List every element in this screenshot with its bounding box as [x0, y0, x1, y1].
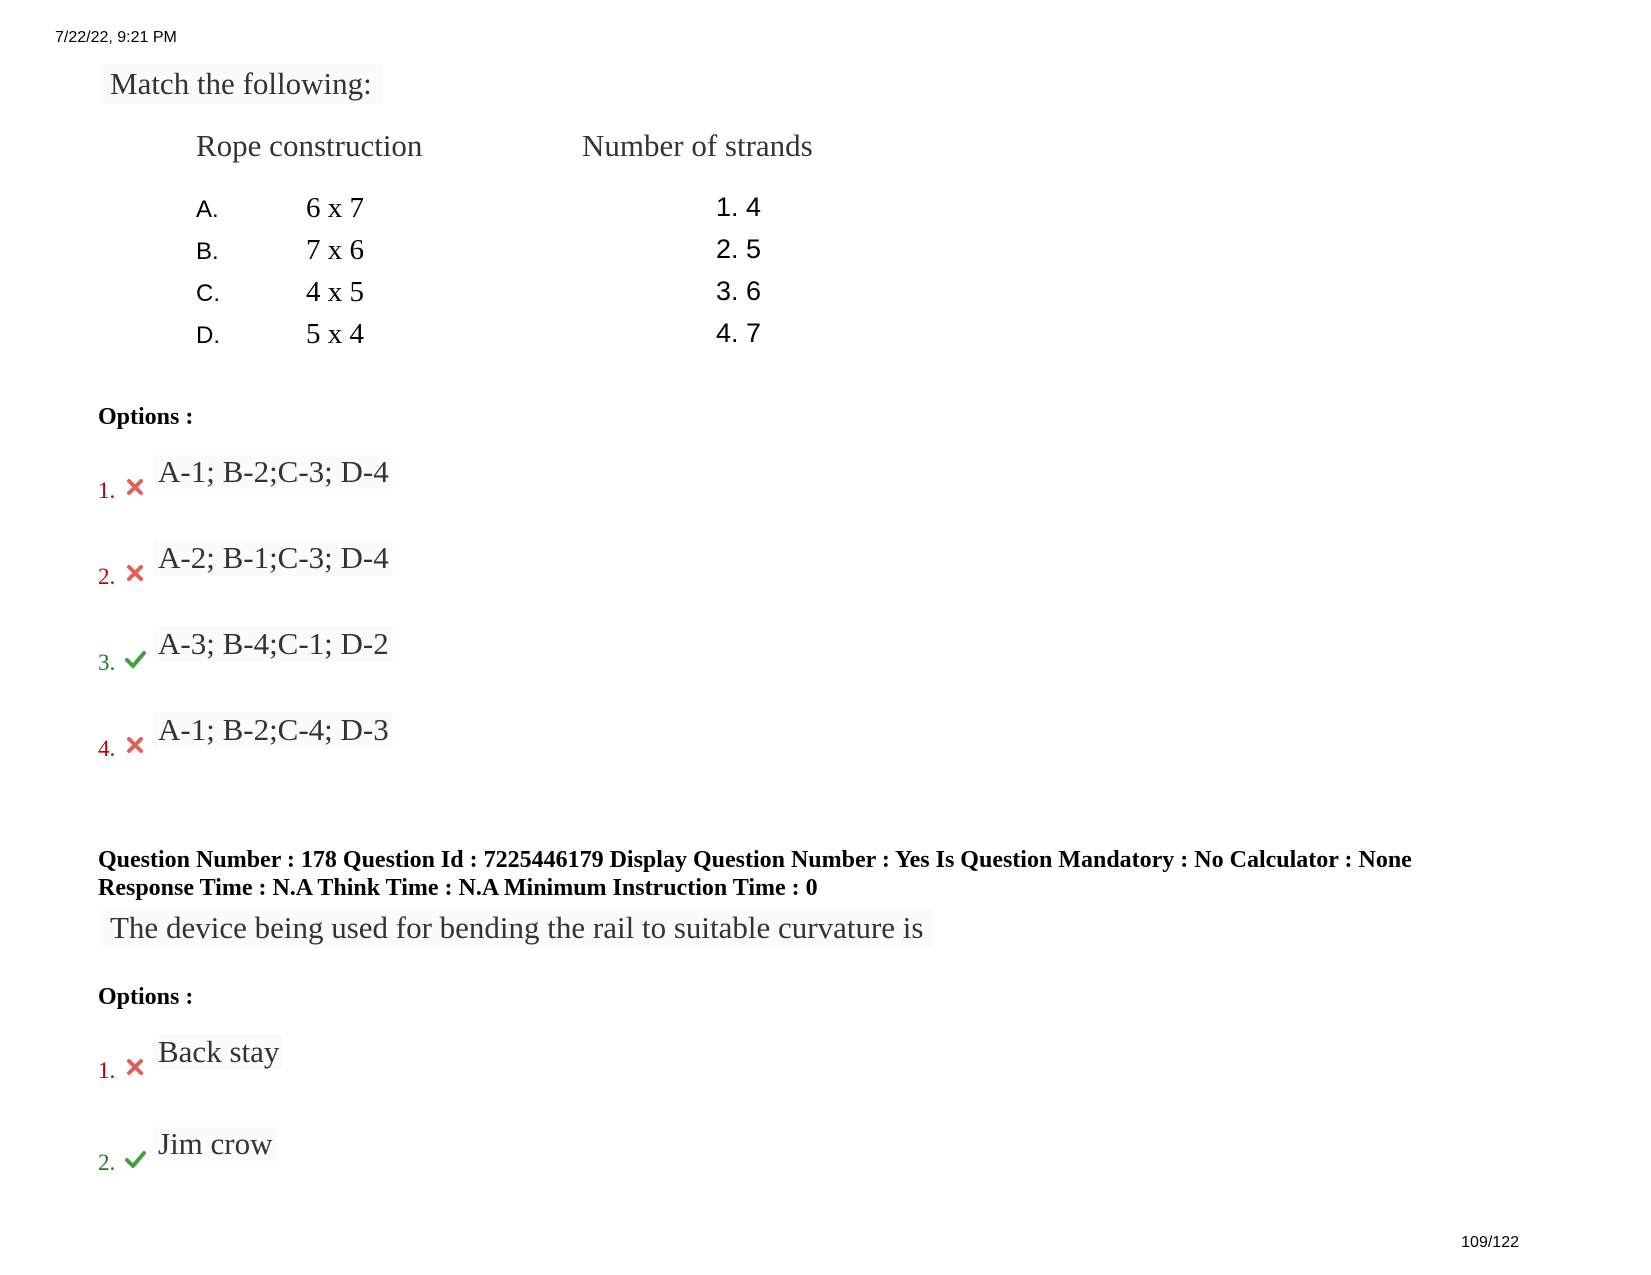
table-row: [196, 318, 856, 358]
option-item: [98, 530, 598, 590]
option-number: 1.: [98, 478, 116, 503]
row-letter: D.: [196, 322, 220, 349]
rope-construction: 5 x 4: [306, 318, 364, 350]
table-row: [196, 234, 856, 274]
option-number: 4.: [98, 736, 116, 761]
option-number: 2.: [98, 1150, 116, 1175]
option-text: Back stay: [154, 1034, 283, 1070]
table-row: [196, 192, 856, 232]
match-table: [196, 128, 856, 378]
option-item: [98, 1116, 598, 1176]
question-meta-line: Question Number : 178 Question Id : 7225446179 Display Question Number : Yes Is Question Mandatory : No Calculator : None: [98, 847, 1412, 873]
cross-icon: [124, 734, 146, 756]
cross-icon: [124, 476, 146, 498]
rope-construction: 4 x 5: [306, 276, 364, 308]
column-header-number-of-strands: Number of strands: [582, 128, 813, 163]
strand-count: 1. 4: [716, 192, 762, 222]
option-item: [98, 702, 598, 762]
check-icon: [124, 1148, 146, 1170]
cross-icon: [124, 562, 146, 584]
question-meta: [98, 846, 1558, 902]
option-text: A-2; B-1;C-3; D-4: [154, 540, 393, 576]
options-label: Options :: [98, 404, 194, 430]
option-item: [98, 616, 598, 676]
strand-count: 2. 5: [716, 234, 762, 264]
option-item: [98, 444, 598, 504]
rope-construction: 7 x 6: [306, 234, 364, 266]
strand-count: 4. 7: [716, 318, 762, 348]
row-letter: C.: [196, 280, 220, 307]
option-number: 3.: [98, 650, 116, 675]
question-text: Match the following:: [100, 64, 382, 104]
row-letter: A.: [196, 196, 219, 223]
option-item: [98, 1024, 598, 1084]
option-text: A-1; B-2;C-3; D-4: [154, 454, 393, 490]
column-header-rope-construction: Rope construction: [196, 128, 423, 163]
question-text: The device being used for bending the rail to suitable curvature is: [100, 908, 933, 948]
rope-construction: 6 x 7: [306, 192, 364, 224]
question-meta-line: Response Time : N.A Think Time : N.A Minimum Instruction Time : 0: [98, 875, 818, 901]
option-number: 2.: [98, 564, 116, 589]
strand-count: 3. 6: [716, 276, 762, 306]
option-text: Jim crow: [154, 1126, 277, 1162]
check-icon: [124, 648, 146, 670]
option-number: 1.: [98, 1058, 116, 1083]
page-number: 109/122: [1461, 1234, 1519, 1251]
option-text: A-1; B-2;C-4; D-3: [154, 712, 393, 748]
options-label: Options :: [98, 984, 194, 1010]
print-timestamp: 7/22/22, 9:21 PM: [55, 29, 177, 46]
cross-icon: [124, 1056, 146, 1078]
option-text: A-3; B-4;C-1; D-2: [154, 626, 393, 662]
row-letter: B.: [196, 238, 219, 265]
table-row: [196, 276, 856, 316]
